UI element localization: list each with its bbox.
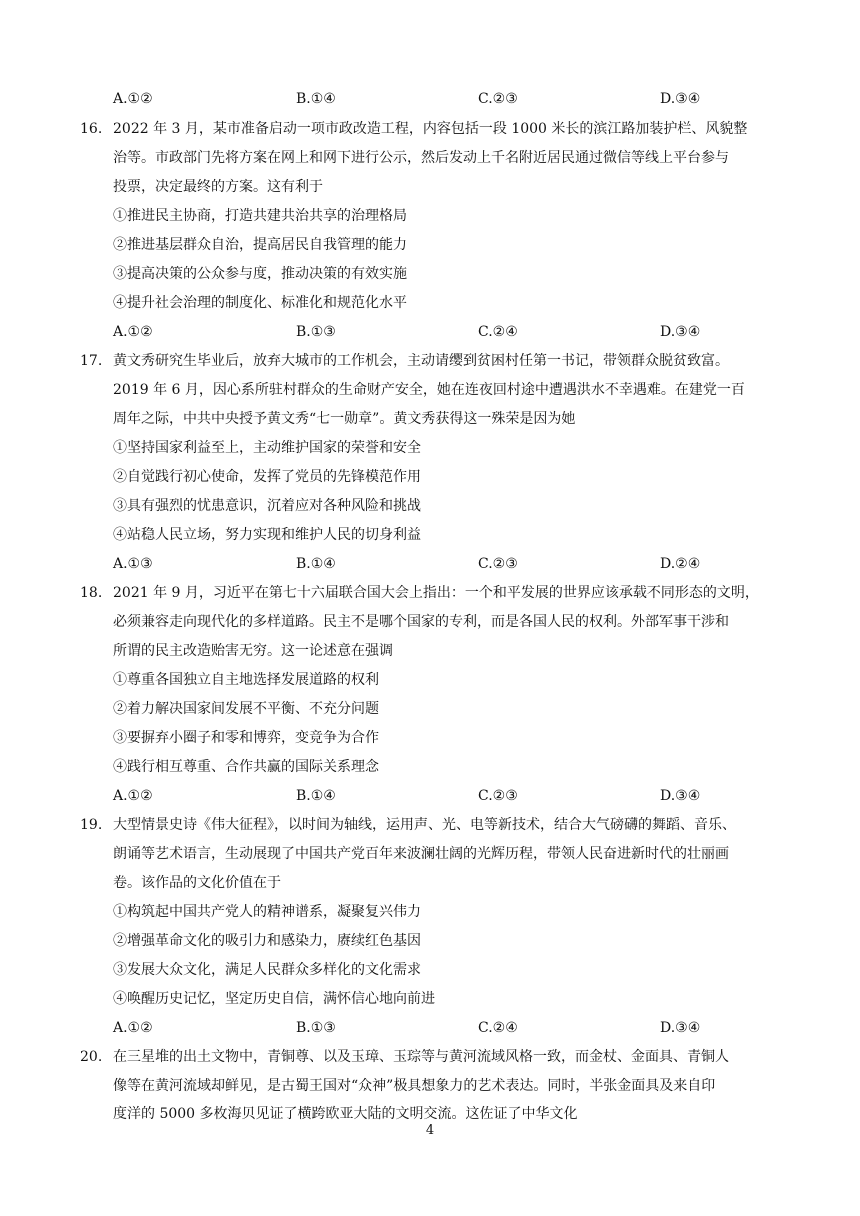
statement-item: ③提高决策的公众参与度，推动决策的有效实施 bbox=[113, 266, 407, 282]
question-number: 16. bbox=[80, 121, 103, 137]
option-a: A.①② bbox=[113, 91, 153, 107]
statement-item: ①构筑起中国共产党人的精神谱系，凝聚复兴伟力 bbox=[113, 904, 421, 920]
statement-item: ④唤醒历史记忆，坚定历史自信，满怀信心地向前进 bbox=[113, 991, 435, 1007]
statement-item: ②着力解决国家间发展不平衡、不充分问题 bbox=[113, 701, 379, 717]
question-stem-line: 必须兼容走向现代化的多样道路。民主不是哪个国家的专利，而是各国人民的权利。外部军事干涉和 bbox=[113, 614, 729, 630]
question-stem-line: 2019 年 6 月，因心系所驻村群众的生命财产安全，她在连夜回村途中遭遇洪水不幸遇难。在建党一百 bbox=[113, 382, 745, 398]
option-b: B.①③ bbox=[296, 324, 336, 340]
option-c: C.②④ bbox=[478, 324, 518, 340]
question-stem-line: 像等在黄河流域却鲜见，是古蜀王国对“众神”极具想象力的艺术表达。同时，半张金面具及来自印 bbox=[113, 1078, 716, 1094]
statement-item: ③要摒弃小圈子和零和博弈，变竞争为合作 bbox=[113, 730, 379, 746]
question-stem-line: 治等。市政部门先将方案在网上和网下进行公示，然后发动上千名附近居民通过微信等线上平台参与 bbox=[113, 150, 729, 166]
statement-item: ②自觉践行初心使命，发挥了党员的先锋模范作用 bbox=[113, 469, 421, 485]
question-number: 19. bbox=[80, 817, 103, 833]
option-d: D.③④ bbox=[660, 1020, 701, 1036]
question-stem-line: 度洋的 5000 多枚海贝见证了横跨欧亚大陆的文明交流。这佐证了中华文化 bbox=[113, 1106, 578, 1122]
option-c: C.②③ bbox=[478, 788, 518, 804]
statement-item: ③具有强烈的忧患意识，沉着应对各种风险和挑战 bbox=[113, 498, 421, 514]
question-number: 17. bbox=[80, 353, 103, 369]
question-stem-line: 2022 年 3 月，某市准备启动一项市政改造工程，内容包括一段 1000 米长的滨江路加装护栏、风貌整 bbox=[113, 121, 748, 137]
question-stem-line: 投票，决定最终的方案。这有利于 bbox=[113, 179, 323, 195]
statement-item: ②增强革命文化的吸引力和感染力，赓续红色基因 bbox=[113, 933, 421, 949]
option-a: A.①② bbox=[113, 788, 153, 804]
statement-item: ②推进基层群众自治，提高居民自我管理的能力 bbox=[113, 237, 407, 253]
option-b: B.①④ bbox=[296, 556, 336, 572]
question-stem-line: 卷。该作品的文化价值在于 bbox=[113, 875, 281, 891]
option-c: C.②③ bbox=[478, 91, 518, 107]
option-d: D.②④ bbox=[660, 556, 701, 572]
question-stem-line: 大型情景史诗《伟大征程》，以时间为轴线，运用声、光、电等新技术，结合大气磅礴的舞蹈、音乐、 bbox=[113, 817, 736, 833]
question-stem-line: 在三星堆的出土文物中，青铜尊、以及玉璋、玉琮等与黄河流域风格一致，而金杖、金面具、青铜人 bbox=[113, 1049, 729, 1065]
option-d: D.③④ bbox=[660, 324, 701, 340]
option-c: C.②④ bbox=[478, 1020, 518, 1036]
option-a: A.①③ bbox=[113, 556, 153, 572]
option-c: C.②③ bbox=[478, 556, 518, 572]
option-b: B.①④ bbox=[296, 788, 336, 804]
question-stem-line: 黄文秀研究生毕业后，放弃大城市的工作机会，主动请缨到贫困村任第一书记，带领群众脱贫致富。 bbox=[113, 353, 729, 369]
statement-item: ①坚持国家利益至上，主动维护国家的荣誉和安全 bbox=[113, 440, 421, 456]
statement-item: ④站稳人民立场，努力实现和维护人民的切身利益 bbox=[113, 527, 421, 543]
option-a: A.①② bbox=[113, 1020, 153, 1036]
option-a: A.①② bbox=[113, 324, 153, 340]
question-stem-line: 朗诵等艺术语言，生动展现了中国共产党百年来波澜壮阔的光辉历程，带领人民奋进新时代的壮丽画 bbox=[113, 846, 729, 862]
option-d: D.③④ bbox=[660, 91, 701, 107]
option-b: B.①③ bbox=[296, 1020, 336, 1036]
page-number: 4 bbox=[425, 1123, 435, 1138]
statement-item: ①尊重各国独立自主地选择发展道路的权利 bbox=[113, 672, 379, 688]
question-stem-line: 周年之际，中共中央授予黄文秀“七一勋章”。黄文秀获得这一殊荣是因为她 bbox=[113, 411, 576, 427]
statement-item: ④提升社会治理的制度化、标准化和规范化水平 bbox=[113, 295, 407, 311]
option-d: D.③④ bbox=[660, 788, 701, 804]
question-number: 20. bbox=[80, 1049, 103, 1065]
option-b: B.①④ bbox=[296, 91, 336, 107]
question-stem-line: 2021 年 9 月，习近平在第七十六届联合国大会上指出：一个和平发展的世界应该承载不同形态的文明， bbox=[113, 585, 759, 601]
statement-item: ③发展大众文化，满足人民群众多样化的文化需求 bbox=[113, 962, 421, 978]
statement-item: ④践行相互尊重、合作共赢的国际关系理念 bbox=[113, 759, 379, 775]
statement-item: ①推进民主协商，打造共建共治共享的治理格局 bbox=[113, 208, 407, 224]
question-stem-line: 所谓的民主改造贻害无穷。这一论述意在强调 bbox=[113, 643, 393, 659]
question-number: 18. bbox=[80, 585, 103, 601]
